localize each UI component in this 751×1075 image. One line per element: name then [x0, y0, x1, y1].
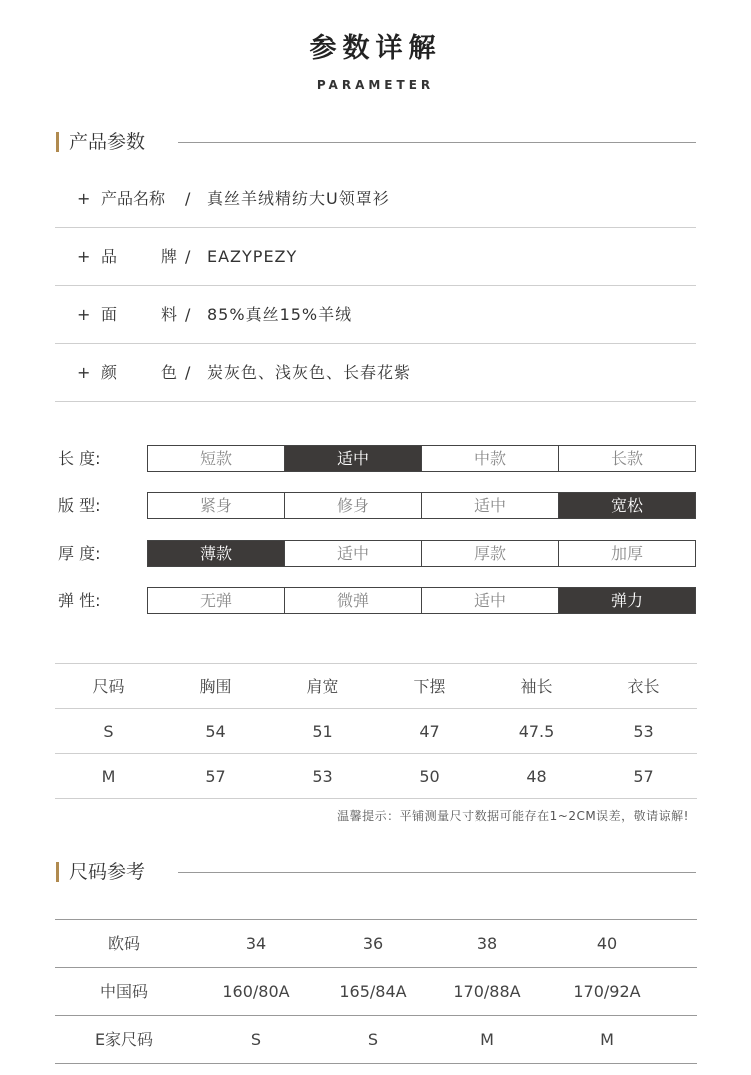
plus-icon: +	[77, 189, 91, 208]
param-label-char: 牌	[160, 247, 177, 266]
param-separator: /	[185, 305, 191, 324]
param-row-name	[55, 170, 696, 228]
attr-option: 加厚	[610, 544, 643, 563]
param-label-char: 面	[101, 305, 118, 324]
table-cell: 38	[476, 934, 498, 953]
param-label-char: 颜	[101, 363, 118, 382]
attr-options	[147, 587, 696, 614]
param-label-char: 料	[160, 305, 177, 324]
table-cell: S	[367, 1030, 379, 1049]
table-cell: M	[600, 1030, 614, 1049]
attr-option: 宽松	[559, 493, 695, 518]
attr-label: 版 型:	[58, 496, 101, 515]
attr-option: 无弹	[148, 588, 285, 613]
attr-option: 薄款	[148, 541, 285, 566]
attr-row-fit	[58, 492, 698, 519]
section-accent-bar	[56, 132, 59, 152]
attr-label: 长 度:	[58, 449, 101, 468]
table-cell: 165/84A	[339, 982, 407, 1001]
table-header-cell: 袖长	[520, 677, 553, 696]
param-label-text: 产品名称	[101, 189, 166, 208]
table-header-cell: 肩宽	[306, 677, 339, 696]
table-cell: 57	[633, 767, 654, 786]
param-label	[101, 170, 177, 228]
attr-option: 短款	[148, 446, 285, 471]
param-row-brand	[55, 228, 696, 286]
table-cell: S	[250, 1030, 262, 1049]
table-cell: 40	[596, 934, 618, 953]
section-header-params	[56, 129, 696, 155]
table-cell: 47.5	[518, 722, 555, 741]
attr-row-length	[58, 445, 698, 472]
attr-row-elasticity	[58, 587, 698, 614]
param-value: 85%真丝15%羊绒	[207, 305, 353, 324]
attr-option: 弹力	[559, 588, 695, 613]
table-cell: M	[480, 1030, 494, 1049]
table-cell: 34	[245, 934, 267, 953]
attr-options	[147, 445, 696, 472]
table-header-cell: 胸围	[199, 677, 232, 696]
size-table-header	[55, 664, 697, 709]
page-subtitle: PARAMETER	[316, 78, 435, 92]
row-label: E家尺码	[94, 1030, 154, 1049]
param-value: 真丝羊绒精纺大U领罩衫	[207, 189, 390, 208]
size-reference-table	[55, 919, 697, 1064]
table-cell: 50	[419, 767, 440, 786]
plus-icon: +	[77, 247, 91, 266]
param-value: EAZYPEZY	[207, 247, 298, 266]
attr-option: 长款	[610, 449, 643, 468]
row-label: 欧码	[107, 934, 140, 953]
param-row-fabric	[55, 286, 696, 344]
param-label-char: 品	[101, 247, 118, 266]
section-title: 产品参数	[69, 131, 146, 153]
table-header-cell: 尺码	[92, 677, 125, 696]
table-cell: 51	[312, 722, 333, 741]
table-row	[55, 920, 697, 968]
attr-option: 厚款	[422, 541, 559, 566]
section-divider	[178, 872, 696, 873]
table-header-cell: 衣长	[627, 677, 660, 696]
table-row	[55, 754, 697, 799]
param-value: 炭灰色、浅灰色、长春花紫	[207, 363, 412, 382]
attr-row-thickness	[58, 540, 698, 567]
param-label	[101, 344, 177, 402]
table-cell: 54	[205, 722, 226, 741]
plus-icon: +	[77, 363, 91, 382]
param-label	[101, 228, 177, 286]
param-separator: /	[185, 189, 191, 208]
page-title: 参数详解	[309, 33, 442, 64]
attr-option: 紧身	[148, 493, 285, 518]
plus-icon: +	[77, 305, 91, 324]
attr-label: 厚 度:	[58, 544, 101, 563]
attr-option: 适中	[285, 541, 422, 566]
param-row-color	[55, 344, 696, 402]
table-cell: 53	[312, 767, 333, 786]
param-label	[101, 286, 177, 344]
table-cell: M	[101, 767, 116, 786]
attr-option: 中款	[422, 446, 559, 471]
table-row	[55, 968, 697, 1016]
attr-option: 修身	[285, 493, 422, 518]
attr-options	[147, 540, 696, 567]
table-cell: 170/88A	[453, 982, 521, 1001]
section-divider	[178, 142, 696, 143]
attr-label: 弹 性:	[58, 591, 101, 610]
measurement-note: 温馨提示：平铺测量尺寸数据可能存在1~2CM误差，敬请谅解!	[337, 809, 689, 823]
section-accent-bar	[56, 862, 59, 882]
table-cell: 48	[526, 767, 547, 786]
size-table	[55, 663, 697, 799]
table-cell: 160/80A	[222, 982, 290, 1001]
param-label-char: 色	[160, 363, 177, 382]
attr-option: 微弹	[285, 588, 422, 613]
attr-option: 适中	[422, 588, 559, 613]
table-cell: 170/92A	[573, 982, 641, 1001]
table-row	[55, 709, 697, 754]
section-header-size-ref	[56, 859, 696, 885]
table-header-cell: 下摆	[413, 677, 446, 696]
table-cell: 47	[419, 722, 440, 741]
table-row	[55, 1016, 697, 1064]
param-separator: /	[185, 363, 191, 382]
table-cell: 57	[205, 767, 226, 786]
table-cell: S	[103, 722, 114, 741]
section-title: 尺码参考	[69, 861, 146, 883]
attr-option: 适中	[285, 446, 422, 471]
attr-option: 适中	[422, 493, 559, 518]
table-cell: 53	[633, 722, 654, 741]
param-separator: /	[185, 247, 191, 266]
attr-options	[147, 492, 696, 519]
row-label: 中国码	[99, 982, 148, 1001]
table-cell: 36	[362, 934, 384, 953]
